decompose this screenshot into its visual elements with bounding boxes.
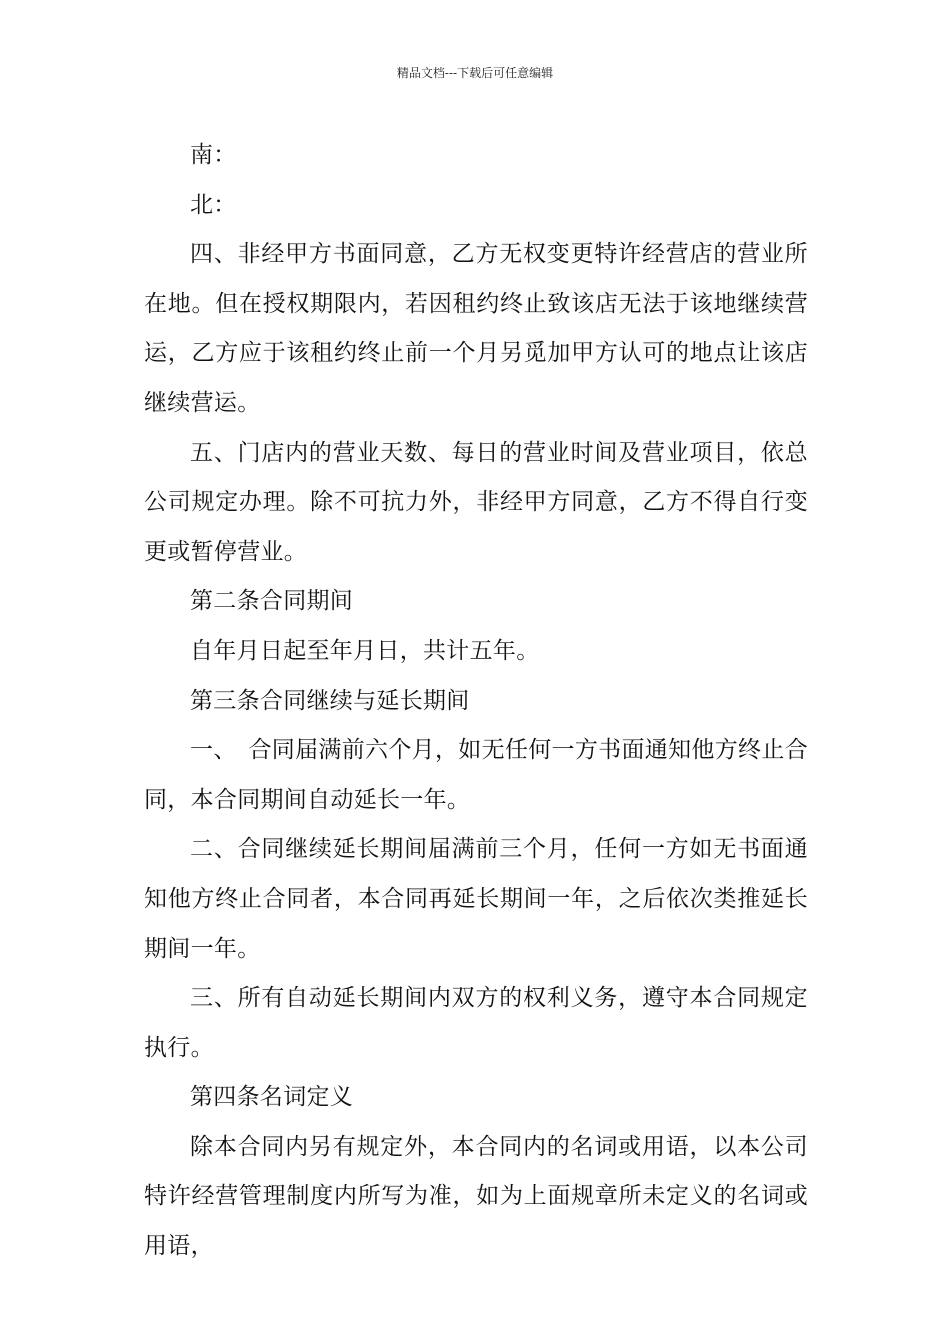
paragraph-contract-term: 自年月日起至年月日，共计五年。 — [190, 637, 540, 664]
document-body — [144, 131, 808, 1272]
paragraph-clause-four: 四、非经甲方书面同意，乙方无权变更特许经营店的营业所在地。但在授权期限内，若因租约终止致该店无法于该地继续营运，乙方应于该租约终止前一个月另觅加甲方认可的地点让该店继续营运。 — [144, 241, 808, 416]
paragraph-extension-two: 二、合同继续延长期间届满前三个月，任何一方如无书面通知他方终止合同者，本合同再延长期间一年，之后依次类推延长期间一年。 — [144, 836, 808, 962]
paragraph-extension-three: 三、所有自动延长期间内双方的权利义务，遵守本合同规定执行。 — [144, 985, 808, 1061]
paragraph-north: 北： — [190, 191, 237, 218]
page-header: 精品文档---下载后可任意编辑 — [396, 66, 554, 80]
paragraph-definitions: 除本合同内另有规定外，本合同内的名词或用语，以本公司特许经营管理制度内所写为准，如为上面规章所未定义的名词或用语， — [144, 1133, 808, 1260]
paragraph-south: 南： — [190, 142, 237, 168]
paragraph-clause-five: 五、门店内的营业天数、每日的营业时间及营业项目，依总公司规定办理。除不可抗力外，非经甲方同意，乙方不得自行变更或暂停营业。 — [144, 439, 808, 565]
section-heading-article-4: 第四条名词定义 — [190, 1084, 354, 1111]
section-heading-article-2: 第二条合同期间 — [190, 588, 354, 615]
section-heading-article-3: 第三条合同继续与延长期间 — [190, 687, 470, 714]
paragraph-extension-one: 一、 合同届满前六个月，如无任何一方书面通知他方终止合同，本合同期间自动延长一年。 — [144, 737, 808, 813]
